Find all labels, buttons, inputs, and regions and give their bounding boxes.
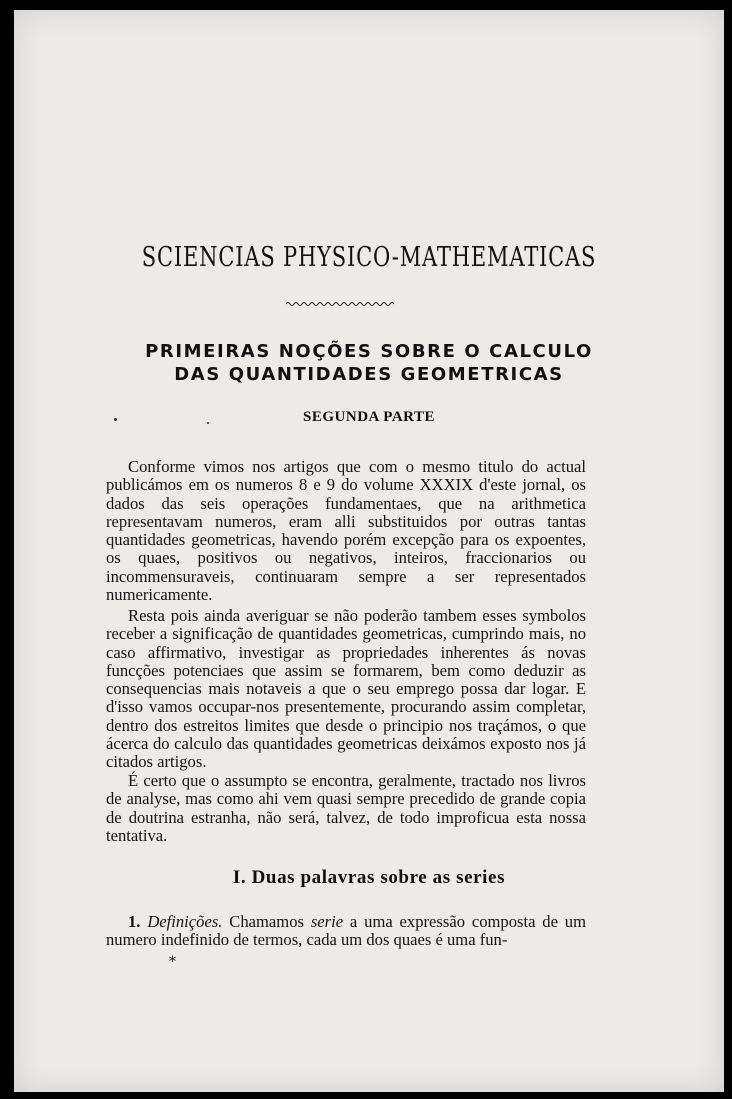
footnote-mark: *	[169, 954, 176, 970]
part-subtitle: SEGUNDA PARTE	[303, 409, 435, 425]
article-title-line1: PRIMEIRAS NOÇÕES SOBRE O CALCULO	[145, 341, 593, 362]
definition-text-start: Chamamos	[222, 912, 311, 931]
term-serie: serie	[310, 912, 344, 931]
paragraph-2: Resta pois ainda averiguar se não poderão tambem esses symbolos receber a significação de quantidades geometricas, cumprindo mais, no caso affirmativo, investigar as propriedades inherentes ás novas funcções potenciaes que assim se formarem, bem como deduzir as consequencias mais notaveis a que o seu emprego possa dar logar. E d'isso vamos occupar-nos presentemente, procurando assim completar, dentro dos estreitos limites que desde o principio nos traçámos, o que ácerca do calculo das quantidades geometricas deixámos exposto nos já citados artigos.	[106, 606, 586, 772]
document-page	[14, 10, 724, 1092]
paragraph-definitions	[106, 913, 586, 950]
wavy-rule-ornament	[286, 300, 396, 308]
article-title-line2: DAS QUANTIDADES GEOMETRICAS	[174, 364, 564, 385]
ink-speck	[114, 418, 117, 421]
section-number: 1.	[128, 912, 141, 931]
main-title: SCIENCIAS PHYSICO-MATHEMATICAS	[141, 242, 597, 273]
definitions-label: Definições.	[147, 912, 223, 931]
definition-text-end: a uma expressão composta de um numero indefinido de termos, cada um dos quaes é uma fun-	[106, 912, 587, 950]
ink-speck	[207, 422, 209, 424]
article-title	[14, 340, 724, 386]
section-heading: I. Duas palavras sobre as series	[232, 867, 506, 888]
paragraph-1: Conforme vimos nos artigos que com o mesmo titulo do actual publicámos em os numeros 8 e 9 do volume XXXIX d'este jornal, os dados das seis operações fundamentaes, que na arithmetica representavam numeros, eram alli substituidos por outras tantas quantidades geometricas, havendo porém excepção para os expoentes, os quaes, positivos ou negativos, inteiros, fraccionarios ou incommensuraveis, continuaram sempre a ser representados numericamente.	[106, 457, 586, 605]
paragraph-3: É certo que o assumpto se encontra, geralmente, tractado nos livros de analyse, mas como ahi vem quasi sempre precedido de grande copia de doutrina estranha, não será, talvez, de todo improficua esta nossa tentativa.	[106, 771, 586, 845]
